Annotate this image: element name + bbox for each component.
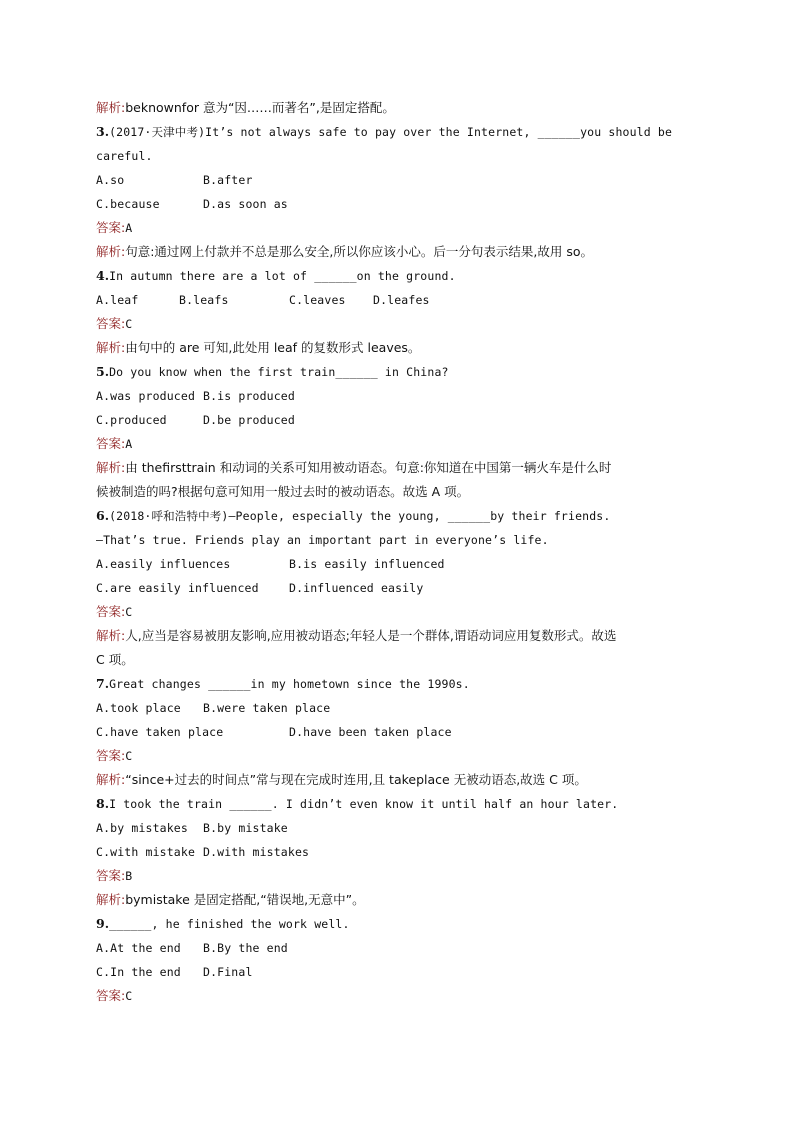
answer-line [96, 864, 132, 888]
answer-line [96, 744, 132, 768]
option-b: B.after [203, 173, 253, 187]
question-text: (2018·呼和浩特中考)—People, especially the young, ______by their friends. [109, 509, 611, 523]
analysis-text: 由 thefirsttrain 和动词的关系可知用被动语态。句意:你知道在中国第一辆火车是什么时 [125, 460, 612, 475]
option-a: A.took place [96, 701, 181, 715]
options-row [96, 960, 253, 984]
option-a: A.by mistakes [96, 821, 188, 835]
option-d: D.as soon as [203, 197, 288, 211]
option-d: D.leafes [373, 293, 430, 307]
answer-label: 答案: [96, 220, 126, 235]
question-text: I took the train ______. I didn’t even know it until half an hour later. [109, 797, 619, 811]
options-row [96, 384, 295, 408]
option-b: B.By the end [203, 941, 288, 955]
option-d: D.have been taken place [289, 725, 452, 739]
question-3-continued: careful. [96, 149, 153, 163]
option-b: B.is easily influenced [289, 557, 445, 571]
options-row [96, 720, 452, 744]
answer-value: C [125, 989, 133, 1003]
answer-line [96, 432, 132, 456]
option-a: A.so [96, 173, 125, 187]
question-number: 8. [96, 796, 110, 811]
question-number: 7. [96, 676, 110, 691]
answer-label: 答案: [96, 748, 126, 763]
option-a: A.At the end [96, 941, 181, 955]
analysis-line [96, 456, 611, 480]
analysis-label: 解析: [96, 772, 126, 787]
option-c: C.have taken place [96, 725, 224, 739]
option-c: C.because [96, 197, 160, 211]
answer-value: A [125, 221, 133, 235]
analysis-line [96, 96, 395, 120]
analysis-line [96, 624, 616, 648]
analysis-text: 人,应当是容易被朋友影响,应用被动语态;年轻人是一个群体,谓语动词应用复数形式。故选 [125, 628, 617, 643]
option-c: C.In the end [96, 965, 181, 979]
analysis-line [96, 888, 365, 912]
answer-line [96, 600, 132, 624]
option-d: D.with mistakes [203, 845, 310, 859]
question-text: ______, he finished the work well. [109, 917, 350, 931]
option-d: D.Final [203, 965, 253, 979]
analysis-label: 解析: [96, 244, 126, 259]
answer-label: 答案: [96, 436, 126, 451]
analysis-line [96, 240, 593, 264]
answer-line [96, 216, 132, 240]
options-row [96, 936, 288, 960]
question-number: 4. [96, 268, 110, 283]
analysis-label: 解析: [96, 892, 126, 907]
analysis-text-continued: C 项。 [96, 652, 134, 667]
option-b: B.were taken place [203, 701, 331, 715]
option-a: A.leaf [96, 293, 139, 307]
answer-value: C [125, 749, 133, 763]
question-4 [96, 264, 456, 288]
question-text: Do you know when the first train______ in China? [109, 365, 449, 379]
option-c: C.produced [96, 413, 167, 427]
answer-label: 答案: [96, 868, 126, 883]
options-row [96, 816, 288, 840]
analysis-label: 解析: [96, 340, 126, 355]
analysis-text: “since+过去的时间点”常与现在完成时连用,且 takeplace 无被动语态,故选 C 项。 [125, 772, 587, 787]
options-row [96, 840, 309, 864]
question-number: 3. [96, 124, 110, 139]
option-a: A.was produced [96, 389, 196, 403]
analysis-text: 由句中的 are 可知,此处用 leaf 的复数形式 leaves。 [125, 340, 421, 355]
question-text: In autumn there are a lot of ______on the ground. [109, 269, 456, 283]
analysis-text: beknownfor 意为“因……而著名”,是固定搭配。 [125, 100, 395, 115]
option-a: A.easily influences [96, 557, 231, 571]
answer-line [96, 312, 132, 336]
question-text: (2017·天津中考)It’s not always safe to pay over the Internet, ______you should be [109, 125, 673, 139]
question-8 [96, 792, 618, 816]
question-number: 9. [96, 916, 110, 931]
question-5 [96, 360, 449, 384]
question-9 [96, 912, 350, 936]
question-text: Great changes ______in my hometown since the 1990s. [109, 677, 470, 691]
answer-value: B [125, 869, 133, 883]
options-row [96, 696, 330, 720]
option-c: C.leaves [289, 293, 346, 307]
analysis-text-continued: 候被制造的吗?根据句意可知用一般过去时的被动语态。故选 A 项。 [96, 484, 470, 499]
options-row [96, 192, 288, 216]
option-d: D.influenced easily [289, 581, 424, 595]
option-c: C.with mistake [96, 845, 196, 859]
options-row [96, 552, 445, 576]
analysis-label: 解析: [96, 460, 126, 475]
option-b: B.by mistake [203, 821, 288, 835]
options-row [96, 168, 253, 192]
option-d: D.be produced [203, 413, 295, 427]
option-b: B.is produced [203, 389, 295, 403]
question-6 [96, 504, 610, 528]
options-row [96, 576, 423, 600]
analysis-label: 解析: [96, 628, 126, 643]
answer-label: 答案: [96, 316, 126, 331]
question-number: 6. [96, 508, 110, 523]
answer-label: 答案: [96, 988, 126, 1003]
options-row [96, 288, 430, 312]
analysis-label: 解析: [96, 100, 126, 115]
answer-line [96, 984, 132, 1008]
options-row [96, 408, 295, 432]
answer-label: 答案: [96, 604, 126, 619]
question-3 [96, 120, 672, 144]
option-c: C.are easily influenced [96, 581, 259, 595]
analysis-text: bymistake 是固定搭配,“错误地,无意中”。 [125, 892, 365, 907]
option-b: B.leafs [179, 293, 229, 307]
answer-value: C [125, 317, 133, 331]
question-7 [96, 672, 470, 696]
answer-value: C [125, 605, 133, 619]
question-number: 5. [96, 364, 110, 379]
answer-value: A [125, 437, 133, 451]
analysis-line [96, 336, 420, 360]
analysis-line [96, 768, 587, 792]
analysis-text: 句意:通过网上付款并不总是那么安全,所以你应该小心。后一分句表示结果,故用 so。 [125, 244, 594, 259]
question-6-continued: —That’s true. Friends play an important part in everyone’s life. [96, 533, 549, 547]
